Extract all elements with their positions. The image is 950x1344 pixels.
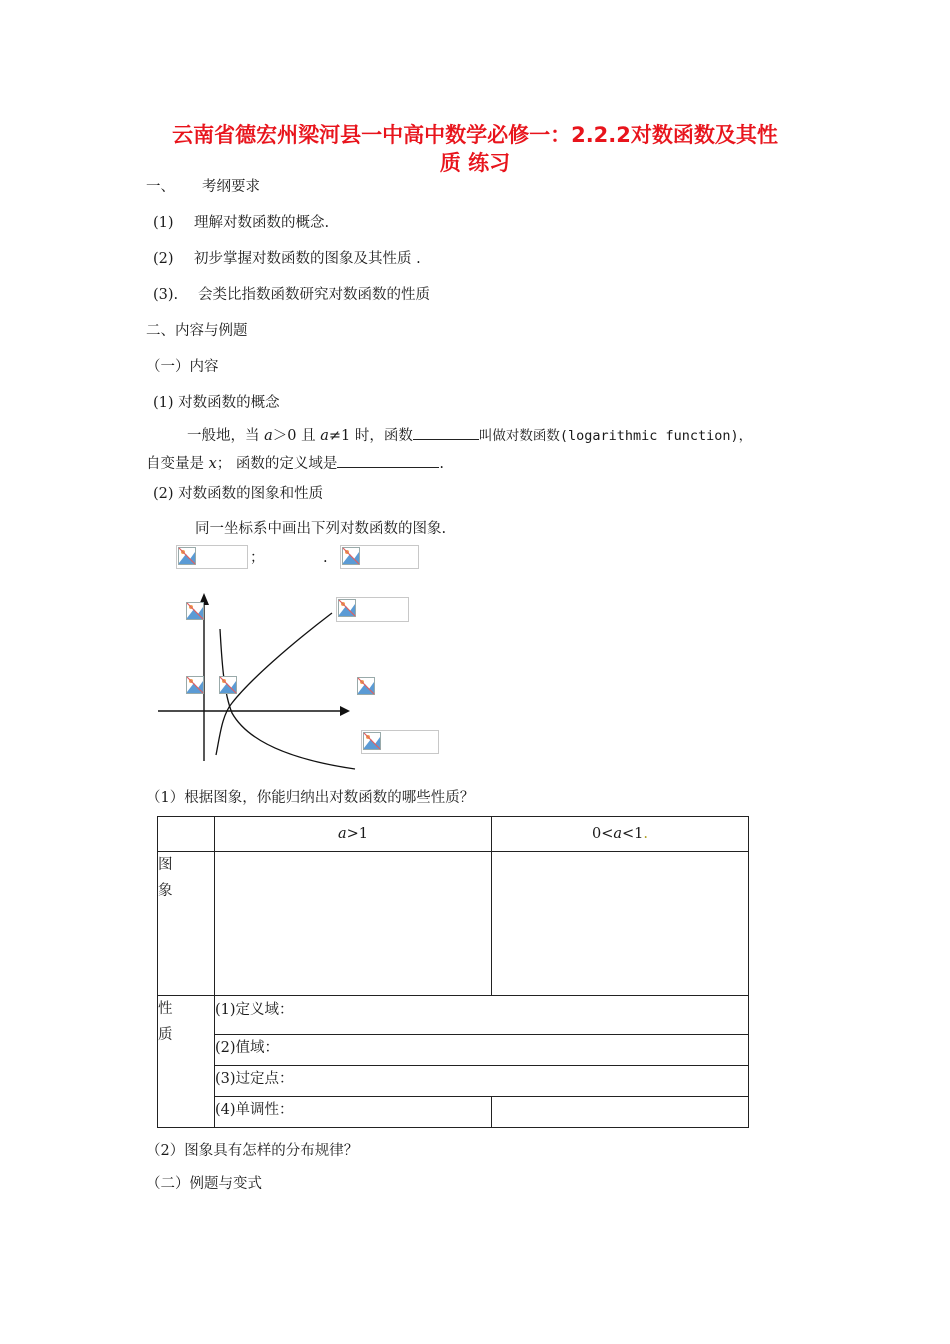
- table-prop-row-4: [158, 1097, 749, 1128]
- section-2-heading: 二、内容与例题: [146, 323, 248, 339]
- req-3-number: (3).: [153, 287, 179, 303]
- table-header-row: [158, 817, 749, 852]
- req-1-number: (1): [153, 215, 174, 231]
- prop-range[interactable]: (2)值域：: [215, 1035, 749, 1066]
- graph-instruction: 同一坐标系中画出下列对数函数的图象.: [195, 521, 447, 537]
- header-0-lt: 0<: [591, 826, 614, 842]
- page-title-line-1: 云南省德宏州梁河县一中高中数学必修一：2.2.2对数函数及其性: [172, 123, 778, 147]
- graph-label-y-image: [186, 602, 204, 620]
- image-row-label: [158, 852, 215, 996]
- image-label-char-2: 象: [158, 883, 173, 899]
- header-var-a-2: a: [613, 826, 623, 842]
- concept-text-a: 一般地，当: [187, 428, 265, 444]
- prop-monotonicity[interactable]: (4)单调性：: [215, 1097, 492, 1128]
- table-prop-row-1: [158, 996, 749, 1035]
- question-1: （1）根据图象，你能归纳出对数函数的哪些性质？: [146, 790, 475, 806]
- page-title-line-2: 质 练习: [439, 151, 511, 175]
- decreasing-log-curve: [220, 629, 355, 769]
- subsection-content-heading: （一）内容: [146, 359, 219, 375]
- curve-label-image-2: [361, 730, 439, 754]
- table-prop-row-2: [158, 1035, 749, 1066]
- var-a-2: a: [320, 428, 329, 444]
- req-1-text: 理解对数函数的概念.: [194, 215, 330, 231]
- function-blank[interactable]: [413, 425, 479, 440]
- formula-image-2: [340, 545, 419, 569]
- prop-label-char-2: 质: [158, 1027, 173, 1043]
- header-dot: .: [643, 826, 648, 842]
- concept-text-end: .: [439, 456, 445, 472]
- req-2-number: (2): [153, 251, 174, 267]
- question-2: （2）图象具有怎样的分布规律？: [146, 1143, 359, 1159]
- x-axis-arrow: [340, 706, 350, 716]
- prop-fixed-point[interactable]: (3)过定点：: [215, 1066, 749, 1097]
- concept-text-d: 叫做对数函数(logarithmic function)，: [478, 428, 753, 444]
- header-a-greater-1: [215, 817, 492, 852]
- broken-image-icon: [338, 599, 356, 617]
- prop-label-char-1: 性: [158, 1001, 173, 1017]
- period-separator: .: [323, 550, 328, 566]
- req-2-text: 初步掌握对数函数的图象及其性质 .: [194, 251, 421, 267]
- prop-monotonicity-right[interactable]: [492, 1097, 749, 1128]
- broken-image-icon: [342, 547, 360, 565]
- broken-image-icon: [363, 732, 381, 750]
- formula-image-1: [176, 545, 248, 569]
- table-corner-cell: [158, 817, 215, 852]
- table-image-row: [158, 852, 749, 996]
- concept-text-c: ≠1 时，函数: [328, 428, 413, 444]
- concept-text-b: ＞0 且: [272, 428, 321, 444]
- prop-row-label: [158, 996, 215, 1128]
- image-cell-a-greater-1[interactable]: [215, 852, 492, 996]
- header-lt-1: <1: [622, 826, 644, 842]
- header-a-between-0-1: [492, 817, 749, 852]
- graph-label-point-image: [219, 676, 237, 694]
- concept-text-f: ； 函数的定义域是: [216, 456, 338, 472]
- header-gt-1: >1: [346, 826, 369, 842]
- concept-text-e: 自变量是: [146, 456, 209, 472]
- table-prop-row-3: [158, 1066, 749, 1097]
- var-x: x: [208, 456, 217, 472]
- concept-paragraph-line-2: [146, 453, 444, 474]
- var-a-1: a: [264, 428, 273, 444]
- section-1-heading: 考纲要求: [202, 179, 260, 195]
- prop-domain[interactable]: (1)定义域：: [215, 996, 749, 1035]
- req-3-text: 会类比指数函数研究对数函数的性质: [198, 287, 430, 303]
- image-cell-a-between-0-1[interactable]: [492, 852, 749, 996]
- semicolon-separator: ；: [250, 550, 265, 566]
- image-label-char-1: 图: [158, 857, 173, 873]
- concept-paragraph-line-1: [187, 425, 752, 446]
- section-1-number: 一、: [146, 179, 175, 195]
- concept-title: (1) 对数函数的概念: [153, 395, 280, 411]
- graph-label-x-image: [357, 677, 375, 695]
- header-var-a: a: [337, 826, 347, 842]
- subsection-examples-heading: （二）例题与变式: [146, 1176, 262, 1192]
- graph-label-origin-image: [186, 676, 204, 694]
- graph-section-title: (2) 对数函数的图象和性质: [153, 486, 324, 502]
- properties-table: [157, 816, 749, 1128]
- domain-blank[interactable]: [337, 453, 439, 468]
- curve-label-image-1: [336, 597, 409, 622]
- broken-image-icon: [178, 547, 196, 565]
